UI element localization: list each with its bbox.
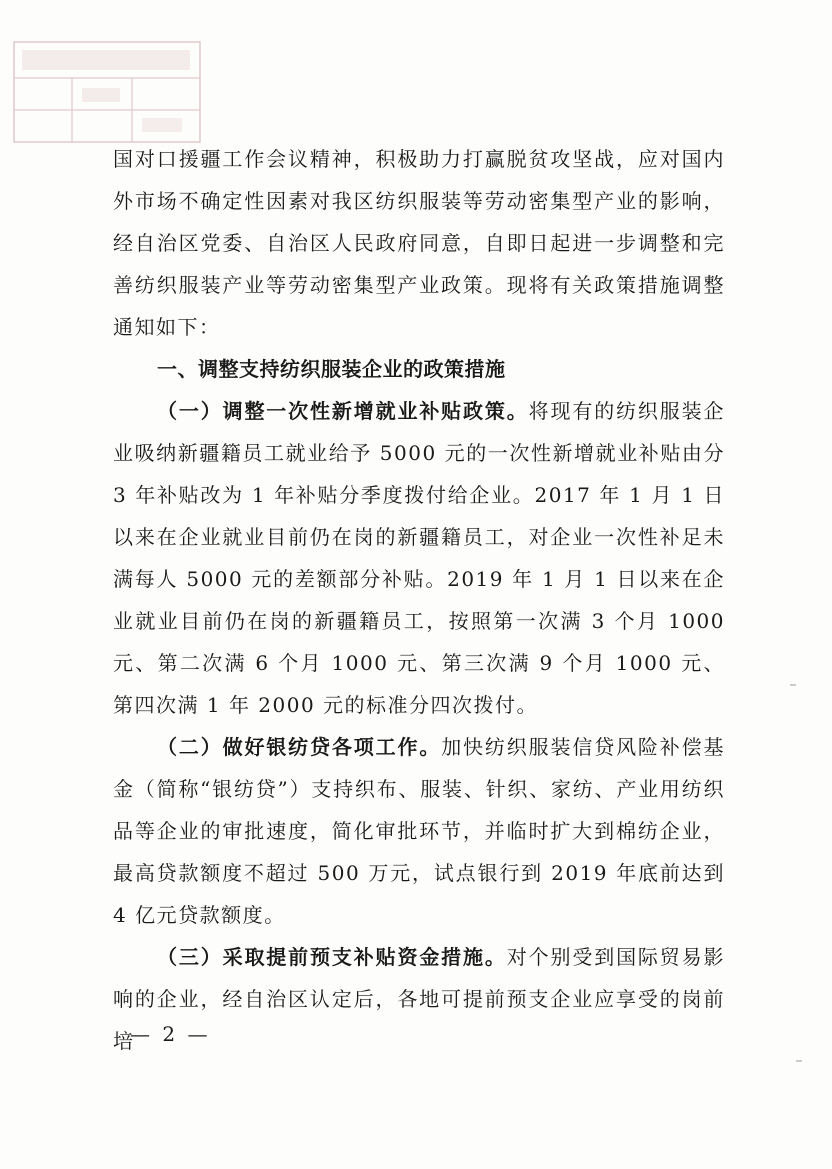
received-stamp-icon [12, 38, 204, 148]
item-2-text: 加快纺织服装信贷风险补偿基金（简称“银纺贷”）支持织布、服装、针织、家纺、产业用纺织品等企业的审批速度，简化审批环节，并临时扩大到棉纺企业，最高贷款额度不超过 500 万元，试点银行到 2019 年底前达到 4 亿元贷款额度。 [113, 735, 726, 927]
page-number: — 2 — [130, 1022, 211, 1046]
section-heading: 一、调整支持纺织服装企业的政策措施 [157, 357, 506, 381]
item-3-text: 对个别受到国际贸易影响的企业，经自治区认定后，各地可提前预支企业应享受的岗前培 [113, 945, 726, 1053]
item-2-title: （二）做好银纺贷各项工作。 [157, 735, 442, 759]
scan-speck [790, 684, 796, 686]
item-1-paragraph [113, 390, 725, 726]
item-1-title: （一）调整一次性新增就业补贴政策。 [157, 399, 529, 423]
scan-speck [796, 1060, 802, 1062]
document-body [113, 138, 725, 1062]
item-3-title: （三）采取提前预支补贴资金措施。 [157, 945, 507, 969]
item-2-paragraph [113, 726, 725, 936]
item-1-text: 将现有的纺织服装企业吸纳新疆籍员工就业给予 5000 元的一次性新增就业补贴由分 3 年补贴改为 1 年补贴分季度拨付给企业。2017 年 1 月 1 日以来在企业就业目前仍在岗的新疆籍员工，对企业一次性补足未满每人 5000 元的差额部分补贴。2019 年 1 月 1 日以来在企业就业目前仍在岗的新疆籍员工，按照第一次满 3 个月 1000 元、第二次满 6 个月 1000 元、第三次满 9 个月 1000 元、第四次满 1 年 2000 元的标准分四次拨付。 [113, 399, 726, 717]
intro-paragraph: 国对口援疆工作会议精神，积极助力打赢脱贫攻坚战，应对国内外市场不确定性因素对我区纺织服装等劳动密集型产业的影响，经自治区党委、自治区人民政府同意，自即日起进一步调整和完善纺织服装产业等劳动密集型产业政策。现将有关政策措施调整通知如下： [113, 147, 725, 339]
